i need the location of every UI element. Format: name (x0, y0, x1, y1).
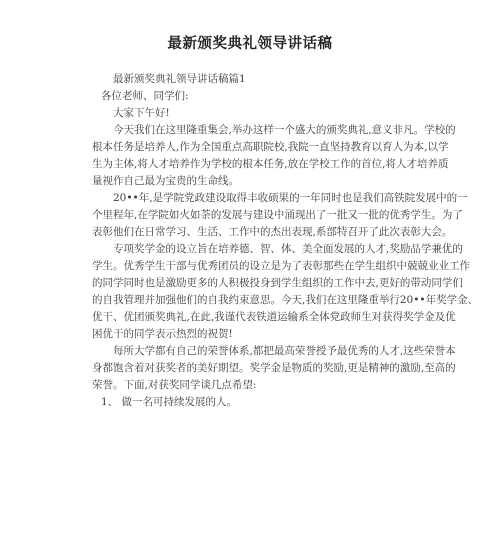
paragraph-line: 表彰他们在日常学习、生活、工作中的杰出表现,系部特召开了此次表彰大会。 (92, 226, 453, 238)
greeting-line: 大家下午好! (113, 107, 170, 119)
document-title: 最新颁奖典礼领导讲话稿 (167, 35, 333, 52)
subtitle-line: 最新颁奖典礼领导讲话稿篇1 (113, 73, 246, 85)
paragraph-line: 20••年,是学院党政建设取得丰收硕果的一年同时也是我们高铁院发展中的一 (113, 192, 468, 204)
paragraph-line: 量视作自己最为宝贵的生命线。 (92, 175, 239, 187)
paragraph-line: 优干、优团颁奖典礼,在此,我谨代表铁道运输系全体党政师生对获得奖学金及优 (92, 311, 456, 323)
paragraph-line: 困优干的同学表示热烈的祝贺! (92, 328, 233, 340)
paragraph-line: 身都饱含着对获奖者的美好期望。奖学金是物质的奖励,更是精神的激励,至高的 (92, 362, 456, 374)
paragraph-line: 生为主体,将人才培养作为学校的根本任务,放在学校工作的首位,将人才培养质 (92, 158, 449, 170)
paragraph-line: 的自我管理并加强他们的自我约束意思。今天,我们在这里隆重举行20••年奖学金、 (92, 294, 479, 306)
paragraph-line: 根本任务是培养人,作为全国重点高职院校,我院一直坚持教育以育人为本,以学 (92, 141, 449, 153)
paragraph-line: 学生。优秀学生干部与优秀团员的设立是为了表彰那些在学生组织中兢兢业业工作 (92, 260, 470, 272)
paragraph-line: 荣誉。下面,对获奖同学谈几点希望: (92, 379, 257, 391)
paragraph-line: 今天我们在这里隆重集会,举办这样一个盛大的颁奖典礼,意义非凡。学校的 (113, 124, 456, 136)
paragraph-line: 的同学同时也是激励更多的人积极投身到学生组织的工作中去,更好的带动同学们 (92, 277, 463, 289)
paragraph-line: 专项奖学金的设立旨在培养德、智、体、美全面发展的人才,奖励品学兼优的 (113, 243, 463, 255)
list-item: 1、 做一名可持续发展的人。 (101, 396, 238, 408)
salutation-line: 各位老师、同学们: (101, 90, 189, 102)
paragraph-line: 个里程年,在学院如火如荼的发展与建设中涌现出了一批又一批的优秀学生。为了 (92, 209, 463, 221)
paragraph-line: 每所大学都有自己的荣誉体系,都把最高荣誉授予最优秀的人才,这些荣誉本 (113, 345, 456, 357)
